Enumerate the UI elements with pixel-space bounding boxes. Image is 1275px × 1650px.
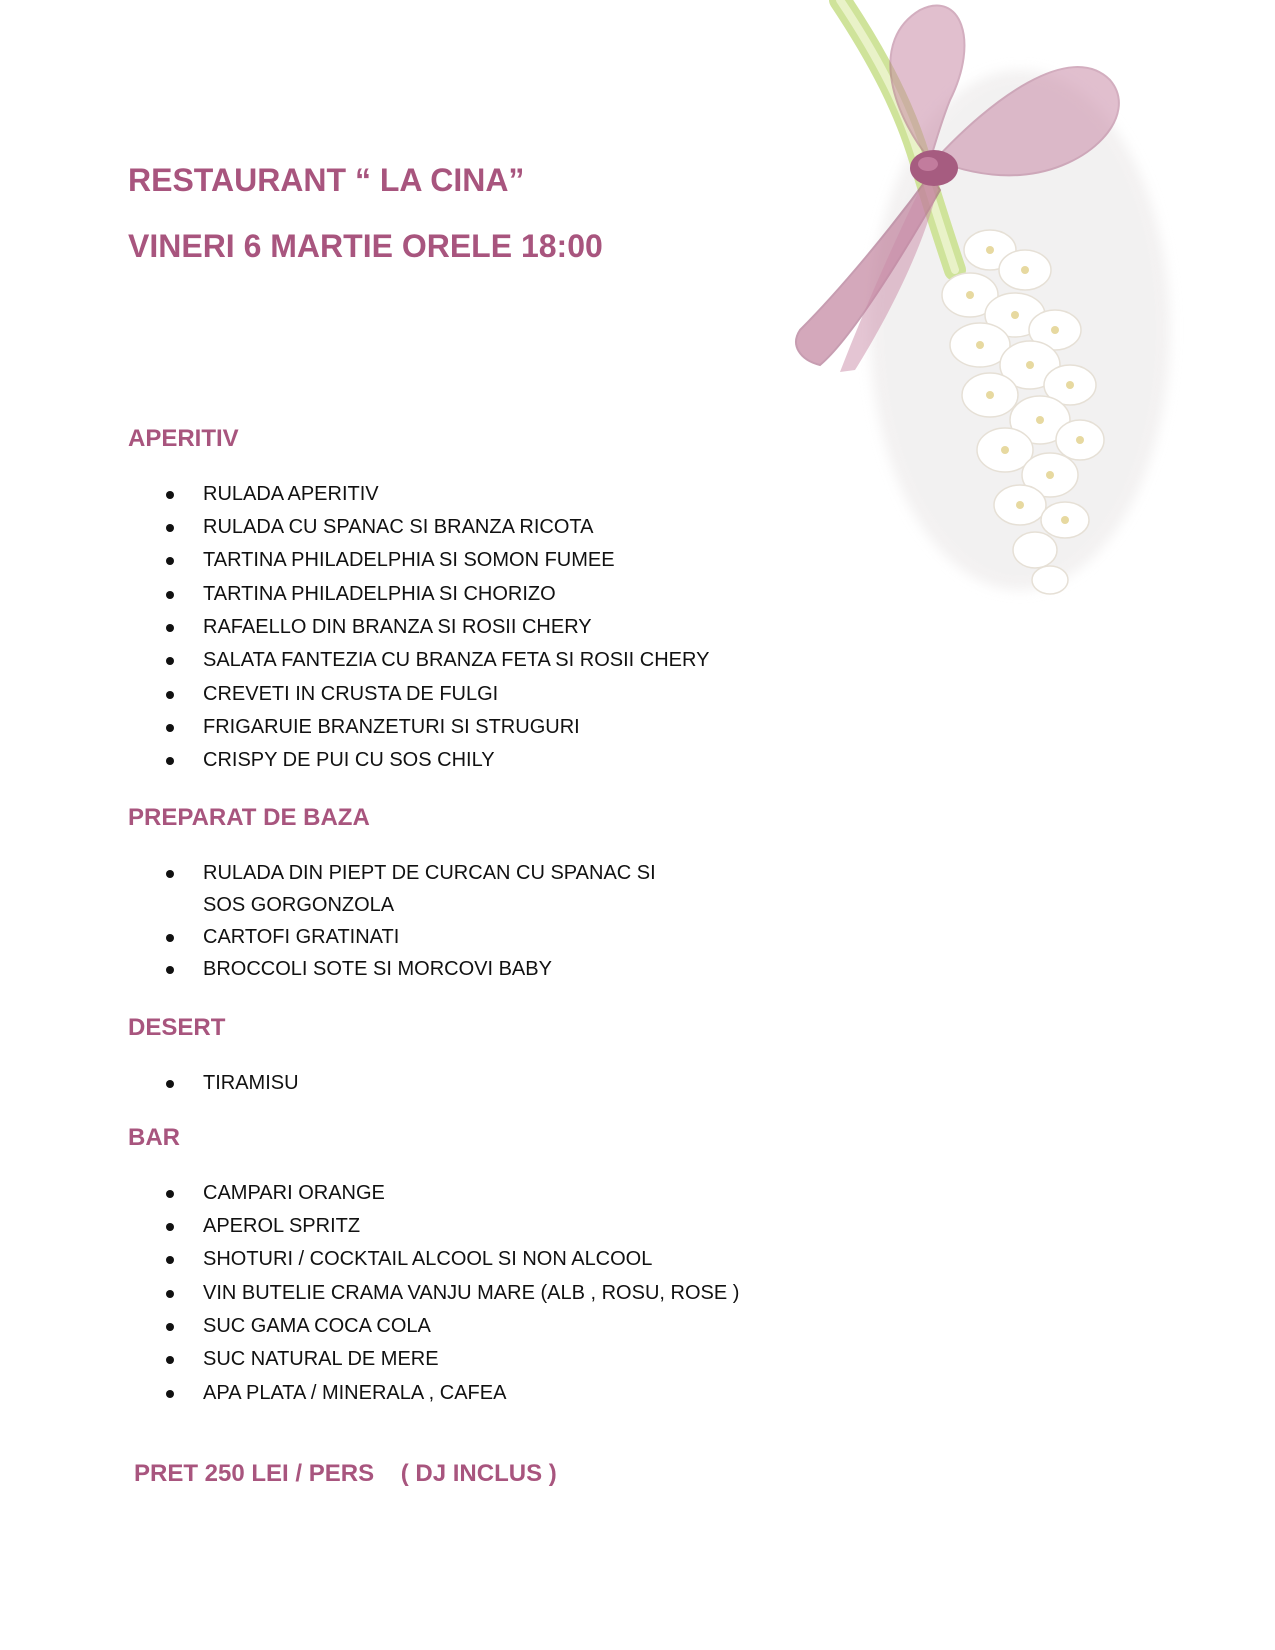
section-preparat-de-baza xyxy=(128,804,808,985)
section-heading: APERITIV xyxy=(128,425,239,452)
section-heading: BAR xyxy=(128,1124,180,1151)
event-date: VINERI 6 MARTIE ORELE 18:00 xyxy=(128,228,603,264)
menu-list xyxy=(128,857,808,985)
section-bar xyxy=(128,1124,808,1410)
menu-item: TARTINA PHILADELPHIA SI CHORIZO xyxy=(128,578,808,611)
menu-item: APA PLATA / MINERALA , CAFEA xyxy=(128,1377,808,1410)
price-line: PRET 250 LEI / PERS ( DJ INCLUS ) xyxy=(134,1460,557,1487)
section-aperitiv xyxy=(128,425,808,777)
menu-list xyxy=(128,1067,808,1100)
menu-item: FRIGARUIE BRANZETURI SI STRUGURI xyxy=(128,711,808,744)
menu-list xyxy=(128,478,808,778)
menu-item: TARTINA PHILADELPHIA SI SOMON FUMEE xyxy=(128,544,808,577)
menu-item: CARTOFI GRATINATI xyxy=(128,921,808,953)
menu-item: CREVETI IN CRUSTA DE FULGI xyxy=(128,678,808,711)
menu-item: SHOTURI / COCKTAIL ALCOOL SI NON ALCOOL xyxy=(128,1243,808,1276)
menu-item: RAFAELLO DIN BRANZA SI ROSII CHERY xyxy=(128,611,808,644)
menu-item: CRISPY DE PUI CU SOS CHILY xyxy=(128,744,808,777)
menu-item: CAMPARI ORANGE xyxy=(128,1177,808,1210)
menu-item: RULADA APERITIV xyxy=(128,478,808,511)
menu-item: VIN BUTELIE CRAMA VANJU MARE (ALB , ROSU, ROSE ) xyxy=(128,1277,808,1310)
menu-item: BROCCOLI SOTE SI MORCOVI BABY xyxy=(128,953,808,985)
section-heading: DESERT xyxy=(128,1014,226,1041)
section-heading: PREPARAT DE BAZA xyxy=(128,804,370,831)
menu-item: RULADA DIN PIEPT DE CURCAN CU SPANAC SI SOS GORGONZOLA xyxy=(128,857,678,921)
menu-list xyxy=(128,1177,808,1410)
section-desert xyxy=(128,1014,808,1100)
menu-item: RULADA CU SPANAC SI BRANZA RICOTA xyxy=(128,511,808,544)
menu-item: SUC GAMA COCA COLA xyxy=(128,1310,808,1343)
menu-item: SALATA FANTEZIA CU BRANZA FETA SI ROSII CHERY xyxy=(128,644,808,677)
menu-item: TIRAMISU xyxy=(128,1067,808,1100)
menu-item: SUC NATURAL DE MERE xyxy=(128,1343,808,1376)
menu-item: APEROL SPRITZ xyxy=(128,1210,808,1243)
restaurant-title: RESTAURANT “ LA CINA” xyxy=(128,162,525,198)
